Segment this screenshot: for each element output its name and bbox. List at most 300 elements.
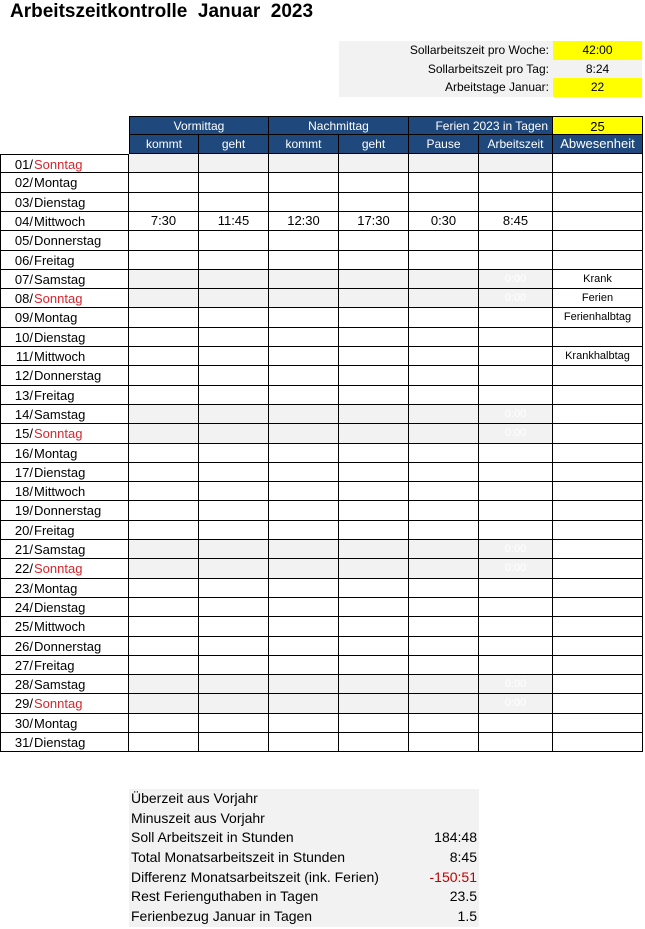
arbeitszeit-cell[interactable] [479, 714, 553, 733]
summary-label: Überzeit aus Vorjahr [131, 790, 258, 806]
arbeitszeit-cell[interactable]: 0:00 [479, 405, 553, 424]
kommt-pm-cell[interactable] [269, 482, 339, 501]
abwesenheit-cell[interactable] [553, 637, 643, 656]
kommt-am-cell[interactable] [129, 444, 199, 463]
day-number: 20/ [0, 521, 33, 540]
geht-pm-cell[interactable] [339, 386, 409, 405]
kommt-pm-cell[interactable] [269, 386, 339, 405]
geht-am-cell[interactable] [199, 386, 269, 405]
geht-pm-cell[interactable] [339, 598, 409, 617]
arbeitszeit-cell[interactable] [479, 193, 553, 212]
abwesenheit-cell[interactable] [553, 444, 643, 463]
abwesenheit-cell[interactable] [553, 694, 643, 714]
pause-cell[interactable] [409, 444, 479, 463]
geht-am-cell[interactable] [199, 501, 269, 521]
abwesenheit-cell[interactable] [553, 540, 643, 559]
abwesenheit-cell[interactable] [553, 173, 643, 193]
abwesenheit-cell[interactable] [553, 328, 643, 347]
kommt-am-cell[interactable] [129, 540, 199, 559]
geht-pm-cell[interactable] [339, 347, 409, 366]
pause-cell[interactable] [409, 617, 479, 637]
kommt-am-cell[interactable] [129, 289, 199, 308]
geht-am-cell[interactable] [199, 694, 269, 714]
settings-value[interactable]: 42:00 [553, 41, 642, 60]
kommt-am-cell[interactable] [129, 193, 199, 212]
pause-cell[interactable] [409, 386, 479, 405]
geht-am-cell[interactable] [199, 424, 269, 444]
abwesenheit-cell[interactable] [553, 424, 643, 444]
day-name: Montag [33, 714, 129, 733]
geht-am-cell[interactable] [199, 540, 269, 559]
geht-am-cell[interactable] [199, 366, 269, 386]
arbeitszeit-cell[interactable]: 0:00 [479, 289, 553, 308]
summary-value: -150:51 [429, 868, 477, 885]
day-name: Samstag [33, 675, 129, 694]
kommt-pm-cell[interactable] [269, 637, 339, 656]
geht-am-cell[interactable] [199, 444, 269, 463]
day-name: Montag [33, 173, 129, 193]
geht-pm-cell[interactable] [339, 540, 409, 559]
kommt-pm-cell[interactable] [269, 444, 339, 463]
day-number: 21/ [0, 540, 33, 559]
pause-cell[interactable] [409, 328, 479, 347]
settings-label: Sollarbeitszeit pro Tag: [339, 60, 553, 79]
pause-cell[interactable] [409, 424, 479, 444]
day-name: Montag [33, 308, 129, 328]
day-name: Donnerstag [33, 231, 129, 251]
geht-pm-cell[interactable] [339, 173, 409, 193]
geht-pm-cell[interactable] [339, 521, 409, 540]
kommt-am-cell[interactable] [129, 386, 199, 405]
day-name: Donnerstag [33, 366, 129, 386]
arbeitszeit-cell[interactable]: 0:00 [479, 559, 553, 579]
day-number: 18/ [0, 482, 33, 501]
abwesenheit-cell[interactable] [553, 212, 643, 231]
arbeitszeit-cell[interactable] [479, 366, 553, 386]
kommt-am-cell[interactable] [129, 617, 199, 637]
day-name: Sonntag [33, 694, 129, 714]
geht-pm-cell[interactable] [339, 289, 409, 308]
day-name: Donnerstag [33, 637, 129, 656]
kommt-pm-cell[interactable] [269, 463, 339, 482]
header-kommt-pm: kommt [269, 135, 339, 154]
arbeitszeit-cell[interactable]: 0:00 [479, 675, 553, 694]
arbeitszeit-cell[interactable] [479, 656, 553, 675]
kommt-pm-cell[interactable] [269, 405, 339, 424]
day-number: 01/ [0, 154, 33, 173]
abwesenheit-cell[interactable] [553, 231, 643, 251]
geht-am-cell[interactable] [199, 328, 269, 347]
abwesenheit-cell[interactable] [553, 733, 643, 752]
summary-value: 8:45 [449, 849, 477, 866]
kommt-pm-cell[interactable] [269, 579, 339, 598]
day-number: 19/ [0, 501, 33, 521]
abwesenheit-cell[interactable]: Krank [553, 270, 643, 289]
pause-cell[interactable] [409, 637, 479, 656]
geht-am-cell[interactable] [199, 251, 269, 270]
header-geht-pm: geht [339, 135, 409, 154]
kommt-am-cell[interactable] [129, 231, 199, 251]
arbeitszeit-cell[interactable]: 0:00 [479, 540, 553, 559]
kommt-am-cell[interactable] [129, 521, 199, 540]
pause-cell[interactable] [409, 463, 479, 482]
pause-cell[interactable] [409, 289, 479, 308]
pause-cell[interactable] [409, 694, 479, 714]
arbeitszeit-cell[interactable]: 0:00 [479, 694, 553, 714]
geht-am-cell[interactable] [199, 598, 269, 617]
pause-cell[interactable] [409, 559, 479, 579]
arbeitszeit-cell[interactable] [479, 308, 553, 328]
geht-pm-cell[interactable] [339, 637, 409, 656]
abwesenheit-cell[interactable] [553, 405, 643, 424]
ferien-days-value[interactable]: 25 [553, 116, 643, 135]
kommt-pm-cell[interactable] [269, 521, 339, 540]
day-number: 12/ [0, 366, 33, 386]
kommt-am-cell[interactable] [129, 501, 199, 521]
arbeitszeit-cell[interactable] [479, 154, 553, 173]
geht-pm-cell[interactable] [339, 675, 409, 694]
summary-row [129, 868, 479, 888]
geht-am-cell[interactable] [199, 714, 269, 733]
kommt-pm-cell[interactable] [269, 289, 339, 308]
geht-pm-cell[interactable] [339, 405, 409, 424]
summary-label: Ferienbezug Januar in Tagen [131, 908, 313, 925]
kommt-pm-cell[interactable] [269, 598, 339, 617]
abwesenheit-cell[interactable] [553, 598, 643, 617]
geht-am-cell[interactable] [199, 289, 269, 308]
abwesenheit-cell[interactable] [553, 251, 643, 270]
abwesenheit-cell[interactable] [553, 714, 643, 733]
pause-cell[interactable] [409, 714, 479, 733]
geht-am-cell[interactable] [199, 173, 269, 193]
day-name: Montag [33, 444, 129, 463]
kommt-pm-cell[interactable] [269, 328, 339, 347]
day-name: Dienstag [33, 463, 129, 482]
summary-row [129, 907, 479, 927]
arbeitszeit-cell[interactable] [479, 598, 553, 617]
abwesenheit-cell[interactable] [553, 154, 643, 173]
arbeitszeit-cell[interactable] [479, 637, 553, 656]
arbeitszeit-cell[interactable] [479, 173, 553, 193]
kommt-am-cell[interactable] [129, 482, 199, 501]
kommt-pm-cell[interactable] [269, 424, 339, 444]
header-arbeitszeit: Arbeitszeit [479, 135, 553, 154]
abwesenheit-cell[interactable] [553, 193, 643, 212]
arbeitszeit-cell[interactable] [479, 328, 553, 347]
day-name: Mittwoch [33, 347, 129, 366]
arbeitszeit-cell[interactable] [479, 444, 553, 463]
day-number: 15/ [0, 424, 33, 444]
day-number: 11/ [0, 347, 33, 366]
summary-label: Soll Arbeitszeit in Stunden [131, 829, 294, 846]
arbeitszeit-cell[interactable] [479, 617, 553, 637]
geht-pm-cell[interactable] [339, 366, 409, 386]
kommt-am-cell[interactable] [129, 733, 199, 752]
summary-label: Differenz Monatsarbeitszeit (ink. Ferien) [131, 868, 379, 885]
kommt-pm-cell[interactable] [269, 308, 339, 328]
summary-row [129, 809, 479, 829]
day-number: 26/ [0, 637, 33, 656]
day-number: 09/ [0, 308, 33, 328]
pause-cell[interactable] [409, 501, 479, 521]
geht-am-cell[interactable] [199, 675, 269, 694]
geht-am-cell[interactable] [199, 231, 269, 251]
settings-label: Arbeitstage Januar: [339, 78, 553, 97]
page-title: Arbeitszeitkontrolle Januar 2023 [10, 1, 314, 22]
kommt-am-cell[interactable] [129, 656, 199, 675]
pause-cell[interactable] [409, 154, 479, 173]
day-name: Sonntag [33, 289, 129, 308]
kommt-pm-cell[interactable]: 12:30 [269, 212, 339, 231]
kommt-am-cell[interactable]: 7:30 [129, 212, 199, 231]
day-number: 24/ [0, 598, 33, 617]
day-number: 03/ [0, 193, 33, 212]
pause-cell[interactable] [409, 270, 479, 289]
day-name: Mittwoch [33, 617, 129, 637]
geht-am-cell[interactable] [199, 463, 269, 482]
day-number: 06/ [0, 251, 33, 270]
kommt-am-cell[interactable] [129, 173, 199, 193]
day-number: 29/ [0, 694, 33, 714]
kommt-pm-cell[interactable] [269, 675, 339, 694]
day-name: Dienstag [33, 733, 129, 752]
kommt-am-cell[interactable] [129, 405, 199, 424]
kommt-pm-cell[interactable] [269, 501, 339, 521]
geht-pm-cell[interactable] [339, 617, 409, 637]
day-number: 16/ [0, 444, 33, 463]
day-name: Samstag [33, 540, 129, 559]
kommt-pm-cell[interactable] [269, 366, 339, 386]
pause-cell[interactable] [409, 231, 479, 251]
kommt-pm-cell[interactable] [269, 656, 339, 675]
abwesenheit-cell[interactable] [553, 386, 643, 405]
kommt-pm-cell[interactable] [269, 231, 339, 251]
geht-am-cell[interactable] [199, 482, 269, 501]
day-number: 31/ [0, 733, 33, 752]
pause-cell[interactable] [409, 675, 479, 694]
arbeitszeit-cell[interactable]: 0:00 [479, 270, 553, 289]
kommt-am-cell[interactable] [129, 308, 199, 328]
kommt-am-cell[interactable] [129, 154, 199, 173]
day-name: Montag [33, 579, 129, 598]
day-number: 28/ [0, 675, 33, 694]
header-pause: Pause [409, 135, 479, 154]
geht-pm-cell[interactable] [339, 579, 409, 598]
kommt-am-cell[interactable] [129, 694, 199, 714]
day-name: Dienstag [33, 328, 129, 347]
summary-value: 23.5 [449, 888, 477, 905]
summary-block [129, 789, 479, 927]
abwesenheit-cell[interactable] [553, 521, 643, 540]
day-name: Samstag [33, 405, 129, 424]
geht-pm-cell[interactable] [339, 308, 409, 328]
pause-cell[interactable] [409, 521, 479, 540]
geht-pm-cell[interactable] [339, 714, 409, 733]
geht-am-cell[interactable] [199, 521, 269, 540]
arbeitszeit-cell[interactable] [479, 386, 553, 405]
summary-row [129, 887, 479, 907]
geht-am-cell[interactable] [199, 637, 269, 656]
abwesenheit-cell[interactable] [553, 617, 643, 637]
geht-pm-cell[interactable] [339, 444, 409, 463]
kommt-am-cell[interactable] [129, 579, 199, 598]
arbeitszeit-cell[interactable]: 8:45 [479, 212, 553, 231]
kommt-pm-cell[interactable] [269, 251, 339, 270]
arbeitszeit-cell[interactable] [479, 251, 553, 270]
abwesenheit-cell[interactable] [553, 482, 643, 501]
arbeitszeit-cell[interactable] [479, 463, 553, 482]
day-number: 10/ [0, 328, 33, 347]
day-name: Mittwoch [33, 482, 129, 501]
day-name: Sonntag [33, 559, 129, 579]
geht-pm-cell[interactable] [339, 463, 409, 482]
kommt-pm-cell[interactable] [269, 347, 339, 366]
summary-row [129, 828, 479, 848]
pause-cell[interactable] [409, 347, 479, 366]
summary-value: 1.5 [457, 908, 477, 925]
geht-pm-cell[interactable] [339, 656, 409, 675]
kommt-am-cell[interactable] [129, 347, 199, 366]
kommt-am-cell[interactable] [129, 463, 199, 482]
abwesenheit-cell[interactable]: Krankhalbtag [553, 347, 643, 366]
arbeitszeit-cell[interactable]: 0:00 [479, 424, 553, 444]
day-name: Freitag [33, 386, 129, 405]
pause-cell[interactable] [409, 482, 479, 501]
abwesenheit-cell[interactable] [553, 463, 643, 482]
arbeitszeit-cell[interactable] [479, 231, 553, 251]
kommt-am-cell[interactable] [129, 328, 199, 347]
kommt-am-cell[interactable] [129, 270, 199, 289]
arbeitszeit-cell[interactable] [479, 501, 553, 521]
geht-am-cell[interactable] [199, 270, 269, 289]
kommt-pm-cell[interactable] [269, 154, 339, 173]
kommt-pm-cell[interactable] [269, 559, 339, 579]
abwesenheit-cell[interactable]: Ferien [553, 289, 643, 308]
pause-cell[interactable] [409, 251, 479, 270]
geht-am-cell[interactable] [199, 559, 269, 579]
day-number: 05/ [0, 231, 33, 251]
day-number: 04/ [0, 212, 33, 231]
arbeitszeit-cell[interactable] [479, 482, 553, 501]
kommt-am-cell[interactable] [129, 424, 199, 444]
kommt-am-cell[interactable] [129, 637, 199, 656]
settings-value[interactable]: 22 [553, 78, 642, 97]
day-name: Freitag [33, 656, 129, 675]
kommt-am-cell[interactable] [129, 675, 199, 694]
kommt-am-cell[interactable] [129, 366, 199, 386]
pause-cell[interactable] [409, 656, 479, 675]
summary-label: Total Monatsarbeitszeit in Stunden [131, 849, 346, 866]
day-number: 17/ [0, 463, 33, 482]
summary-label: Minuszeit aus Vorjahr [131, 809, 265, 826]
abwesenheit-cell[interactable] [553, 675, 643, 694]
kommt-pm-cell[interactable] [269, 270, 339, 289]
arbeitszeit-cell[interactable] [479, 521, 553, 540]
kommt-pm-cell[interactable] [269, 714, 339, 733]
header-geht-am: geht [199, 135, 269, 154]
geht-am-cell[interactable] [199, 308, 269, 328]
geht-pm-cell[interactable] [339, 270, 409, 289]
pause-cell[interactable] [409, 598, 479, 617]
geht-pm-cell[interactable] [339, 424, 409, 444]
pause-cell[interactable]: 0:30 [409, 212, 479, 231]
arbeitszeit-cell[interactable] [479, 347, 553, 366]
geht-pm-cell[interactable] [339, 328, 409, 347]
header-ferien: Ferien 2023 in Tagen [409, 116, 553, 135]
day-number: 22/ [0, 559, 33, 579]
pause-cell[interactable] [409, 540, 479, 559]
abwesenheit-cell[interactable] [553, 656, 643, 675]
day-number: 25/ [0, 617, 33, 637]
geht-am-cell[interactable] [199, 193, 269, 212]
kommt-am-cell[interactable] [129, 559, 199, 579]
kommt-pm-cell[interactable] [269, 617, 339, 637]
summary-value: 184:48 [434, 829, 477, 846]
kommt-am-cell[interactable] [129, 714, 199, 733]
settings-value[interactable]: 8:24 [553, 60, 642, 79]
geht-pm-cell[interactable] [339, 193, 409, 212]
summary-row [129, 848, 479, 868]
day-name: Dienstag [33, 193, 129, 212]
geht-am-cell[interactable] [199, 154, 269, 173]
arbeitszeit-cell[interactable] [479, 733, 553, 752]
kommt-pm-cell[interactable] [269, 193, 339, 212]
geht-pm-cell[interactable] [339, 694, 409, 714]
geht-am-cell[interactable] [199, 656, 269, 675]
day-number: 30/ [0, 714, 33, 733]
abwesenheit-cell[interactable] [553, 579, 643, 598]
kommt-am-cell[interactable] [129, 251, 199, 270]
geht-pm-cell[interactable] [339, 231, 409, 251]
pause-cell[interactable] [409, 173, 479, 193]
kommt-pm-cell[interactable] [269, 540, 339, 559]
geht-pm-cell[interactable] [339, 251, 409, 270]
geht-am-cell[interactable] [199, 579, 269, 598]
day-number: 02/ [0, 173, 33, 193]
pause-cell[interactable] [409, 193, 479, 212]
arbeitszeit-cell[interactable] [479, 579, 553, 598]
abwesenheit-cell[interactable] [553, 559, 643, 579]
abwesenheit-cell[interactable]: Ferienhalbtag [553, 308, 643, 328]
summary-row [129, 789, 479, 809]
pause-cell[interactable] [409, 733, 479, 752]
geht-pm-cell[interactable] [339, 482, 409, 501]
geht-pm-cell[interactable] [339, 501, 409, 521]
geht-am-cell[interactable] [199, 347, 269, 366]
pause-cell[interactable] [409, 366, 479, 386]
day-number: 27/ [0, 656, 33, 675]
geht-pm-cell[interactable] [339, 154, 409, 173]
geht-am-cell[interactable] [199, 405, 269, 424]
geht-am-cell[interactable] [199, 617, 269, 637]
kommt-am-cell[interactable] [129, 598, 199, 617]
geht-am-cell[interactable] [199, 733, 269, 752]
pause-cell[interactable] [409, 405, 479, 424]
pause-cell[interactable] [409, 579, 479, 598]
abwesenheit-cell[interactable] [553, 501, 643, 521]
geht-am-cell[interactable]: 11:45 [199, 212, 269, 231]
geht-pm-cell[interactable]: 17:30 [339, 212, 409, 231]
geht-pm-cell[interactable] [339, 559, 409, 579]
kommt-pm-cell[interactable] [269, 694, 339, 714]
abwesenheit-cell[interactable] [553, 366, 643, 386]
day-number: 23/ [0, 579, 33, 598]
kommt-pm-cell[interactable] [269, 733, 339, 752]
pause-cell[interactable] [409, 308, 479, 328]
summary-label: Rest Ferienguthaben in Tagen [131, 888, 319, 905]
kommt-pm-cell[interactable] [269, 173, 339, 193]
geht-pm-cell[interactable] [339, 733, 409, 752]
